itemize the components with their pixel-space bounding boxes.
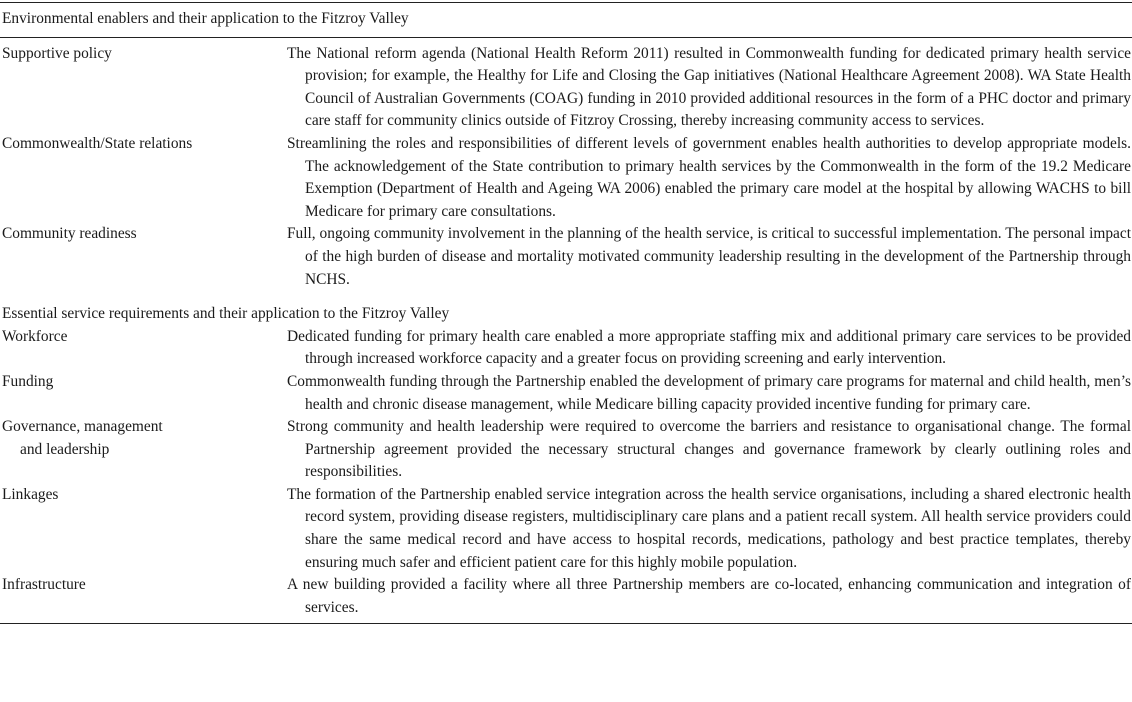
table-row-workforce [0,326,1132,371]
row-description: Commonwealth funding through the Partnership enabled the development of primary care programs for maternal and child health, men’s health and chronic disease management, while Medicare billing capacity provided incentive funding for primary care. [287,372,1131,413]
row-label [0,574,287,597]
row-label [0,416,287,461]
table-row-commonwealth-state-relations [0,133,1132,223]
row-label-text: Linkages [2,485,59,503]
table-row-governance [0,416,1132,484]
row-description: Full, ongoing community involvement in the planning of the health service, is critical to successful implementation. The personal impact of the high burden of disease and mortality motivated community leadership resulting in the development of the Partnership through NCHS. [287,225,1131,288]
row-description: The formation of the Partnership enabled service integration across the health service organisations, including a shared electronic health record system, providing disease registers, multidisciplinary care plans and a patient recall system. All health service providers could share the same medical record and have access to hospital records, medications, pathology and best practice templates, thereby ensuring much safer and efficient patient care for this highly mobile population. [287,485,1131,571]
row-description: Dedicated funding for primary health care enabled a more appropriate staffing mix and additional primary care services to be provided through increased workforce capacity and a greater focus on providing screening and early intervention. [287,327,1131,368]
table-row-infrastructure [0,574,1132,619]
row-description: A new building provided a facility where all three Partnership members are co-located, enhancing communication and integration of services. [287,576,1131,616]
row-label-text: Workforce [2,327,68,345]
row-label [0,484,287,507]
table-row-community-readiness [0,223,1132,291]
row-label: Community readiness [2,225,137,243]
section-heading-environmental-enablers: Environmental enablers and their application to the Fitzroy Valley [2,10,409,27]
row-label-text: Infrastructure [2,576,86,594]
table-row-funding [0,371,1132,416]
row-label-text: Governance, management [2,418,163,436]
row-description: The National reform agenda (National Health Reform 2011) resulted in Commonwealth funding for dedicated primary health service provision; for example, the Healthy for Life and Closing the Gap initiatives (National Healthcare Agreement 2008). WA State Health Council of Australian Governments (COAG) funding in 2010 provided additional resources in the form of a PHC doctor and primary care staff for community clinics outside of Fitzroy Crossing, thereby increasing community access to services. [287,44,1131,130]
row-label-text: Funding [2,372,54,390]
row-label-continuation: and leadership [20,440,110,458]
row-description: Streamlining the roles and responsibilities of different levels of government enables health authorities to develop appropriate models. The acknowledgement of the State contribution to primary health services by the Commonwealth in the form of the 19.2 Medicare Exemption (Department of Health and Ageing WA 2006) enabled the primary care model at the hospital by allowing WACHS to bill Medicare for primary care consultations. [287,134,1131,220]
table-bottom-rule [0,623,1132,624]
row-label: Supportive policy [2,44,112,62]
row-label [0,371,287,394]
row-label [0,326,287,349]
table-row-supportive-policy [0,38,1132,133]
section-heading-essential-service-requirements: Essential service requirements and their application to the Fitzroy Valley [2,305,450,323]
table-row-linkages [0,484,1132,574]
row-description: Strong community and health leadership were required to overcome the barriers and resistance to organisational change. The formal Partnership agreement provided the necessary structural changes and governance framework by clearly outlining roles and responsibilities. [287,418,1131,481]
row-label: Commonwealth/State relations [2,134,193,152]
